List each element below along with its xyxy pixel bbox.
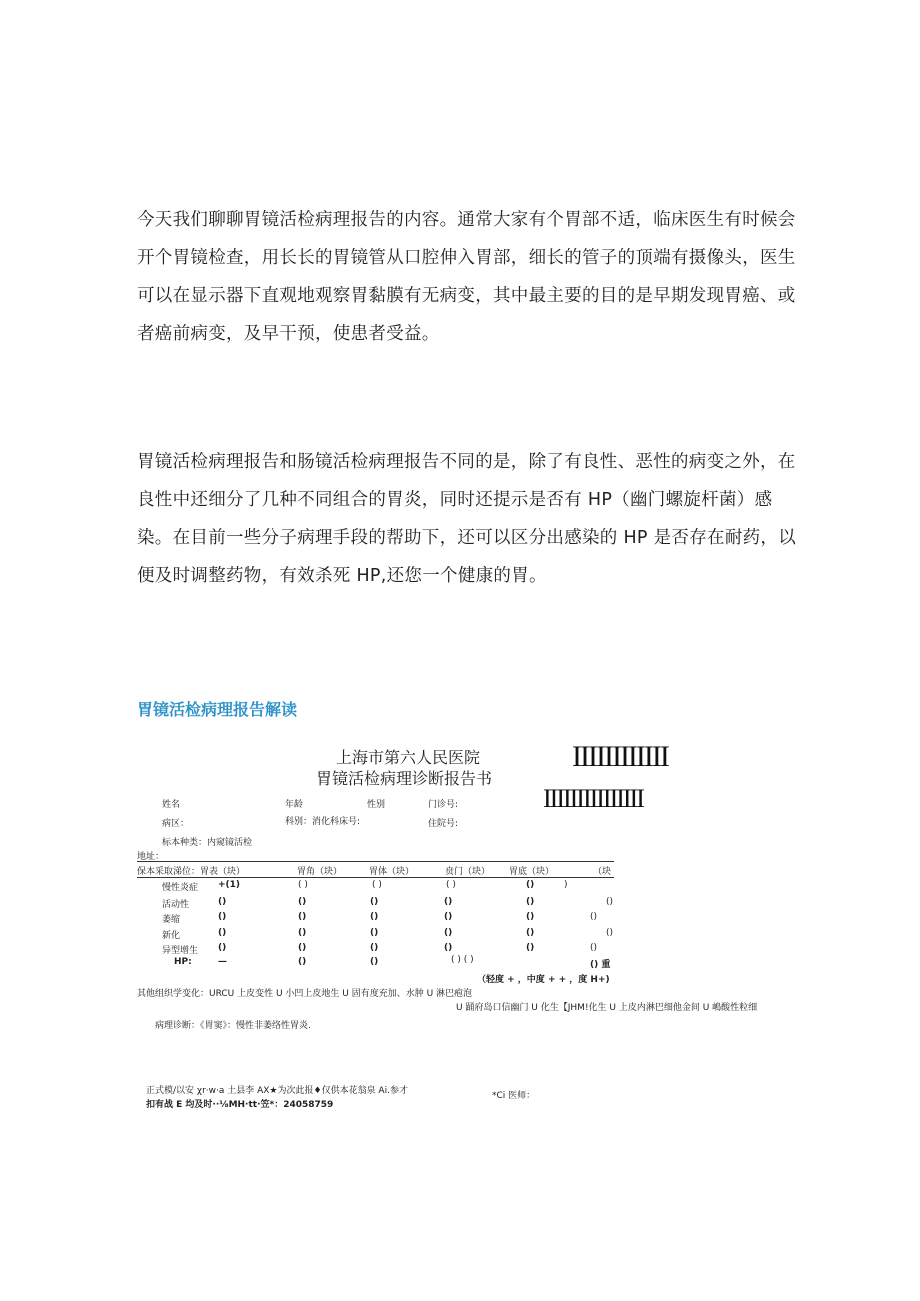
cell: () [590, 943, 598, 953]
degree-legend: （轻度 + ，中度 + + ，度 H+) [477, 975, 610, 985]
cell: () [590, 912, 598, 922]
cell: () [218, 912, 227, 922]
cell: ( ) ( ) [451, 955, 474, 965]
cell: () [370, 897, 379, 907]
cell: () [606, 897, 614, 907]
cell: () [606, 928, 614, 938]
cell: () [218, 897, 227, 907]
cell: () [526, 928, 535, 938]
ward-label: 病区： [162, 819, 190, 829]
row-label: 萎缩 [162, 915, 181, 925]
col-other: （块 [593, 867, 612, 877]
section-title: 胃镜活检病理报告解读 [137, 700, 298, 719]
col-cardia: 贲门（块） [445, 867, 491, 877]
cell: ( ) [446, 880, 456, 890]
cell: () [526, 943, 535, 953]
hospital-name: 上海市第六人民医院 [336, 748, 481, 767]
cell: () [526, 897, 535, 907]
diagnosis: 病理诊断：《胃窦》：慢性非萎络性胃炎. [155, 1021, 311, 1031]
doctor-label: *Ci 医师： [492, 1091, 536, 1101]
divider [137, 861, 614, 862]
barcode-bottom: IIIIIIIIIIIIIII [543, 784, 643, 813]
cell: () [370, 928, 379, 938]
intro-paragraph: 今天我们聊聊胃镜活检病理报告的内容。通常大家有个胃部不适，临床医生有时候会开个胃镜检查，用长长的胃镜管从口腔伸入胃部，细长的管子的顶端有摄像头，医生可以在显示器下直观地观察胃黏膜有无病变，其中最主要的目的是早期发现胃癌、或者癌前病变，及早干预，使患者受益。 [137, 210, 796, 344]
col-fundus: 胃底（块） [509, 867, 555, 877]
name-label: 姓名 [162, 800, 181, 810]
cell: — [218, 957, 227, 967]
age-label: 年龄 [285, 800, 304, 810]
cell: () [298, 912, 307, 922]
cell: ) [564, 880, 568, 890]
cell: () [444, 912, 453, 922]
other-changes-2: U 踊府岛口信幽门 U 化生【JHM!化生 U 上皮内淋巴细他金间 U 嶋酸性粒细 [456, 1003, 758, 1013]
cell: () [526, 912, 535, 922]
divider [137, 877, 614, 878]
address-label: 地址： [137, 852, 165, 862]
cell: () [444, 943, 453, 953]
comparison-paragraph: 胃镜活检病理报告和肠镜活检病理报告不同的是，除了有良性、恶性的病变之外，在良性中还细分了几种不同组合的胃炎，同时还提示是否有 HP（幽门螺旋杆菌）感染。在目前一些分子病理手段的帮助下，还可以区分出感染的 HP 是否存在耐药，以便及时调整药物，有效杀死 HP,还您一个健康的胃。 [137, 452, 797, 586]
cell: () [444, 897, 453, 907]
row-label: 新化 [162, 931, 181, 941]
cell: () [218, 943, 227, 953]
inpatient-label: 住院号: [428, 819, 459, 829]
cell: ( ) [372, 880, 382, 890]
cell: () 重 [590, 960, 611, 970]
outpatient-label: 门诊号: [428, 800, 459, 810]
cell: () [298, 928, 307, 938]
cell: () [370, 912, 379, 922]
cell: ( ) [298, 880, 308, 890]
row-label: 活动性 [162, 900, 190, 910]
cell: () [298, 943, 307, 953]
footer-id: 扣有战 E 均及时··⅛MH·tt·笠*：24058759 [146, 1100, 334, 1110]
report-title: 胃镜活检病理诊断报告书 [316, 769, 493, 788]
dept-label: 科别：消化科床号: [285, 817, 361, 827]
cell: () [370, 943, 379, 953]
cell: () [218, 928, 227, 938]
barcode-top: IIIIIIIIIIII [572, 740, 668, 773]
col-angle: 胃角（块） [297, 867, 343, 877]
cell: () [298, 897, 307, 907]
col-body: 胃体（块） [369, 867, 415, 877]
row-label: 慢性炎症 [162, 883, 199, 893]
row-label: 异型增生 [162, 946, 199, 956]
other-changes: 其他组织学变化：URCU 上皮变性 U 小凹上皮地生 U 固有度充加、水肿 U 淋巴疱泡 [137, 989, 473, 999]
col-site: 保本采取涕位：胃表（块） [137, 867, 246, 877]
cell: () [526, 880, 535, 890]
cell: () [298, 957, 307, 967]
cell: () [444, 928, 453, 938]
specimen-label: 标本种类：内窥镜活检 [162, 838, 253, 848]
hp-label: HP: [174, 957, 192, 967]
footer-note: 正式模/以安 χr·w·a 土县李 AX★为次此报♦仅供本花翁泉 Ai.参才 [146, 1086, 408, 1096]
cell: () [370, 957, 379, 967]
cell: +(1) [218, 880, 241, 890]
sex-label: 性别 [367, 800, 386, 810]
